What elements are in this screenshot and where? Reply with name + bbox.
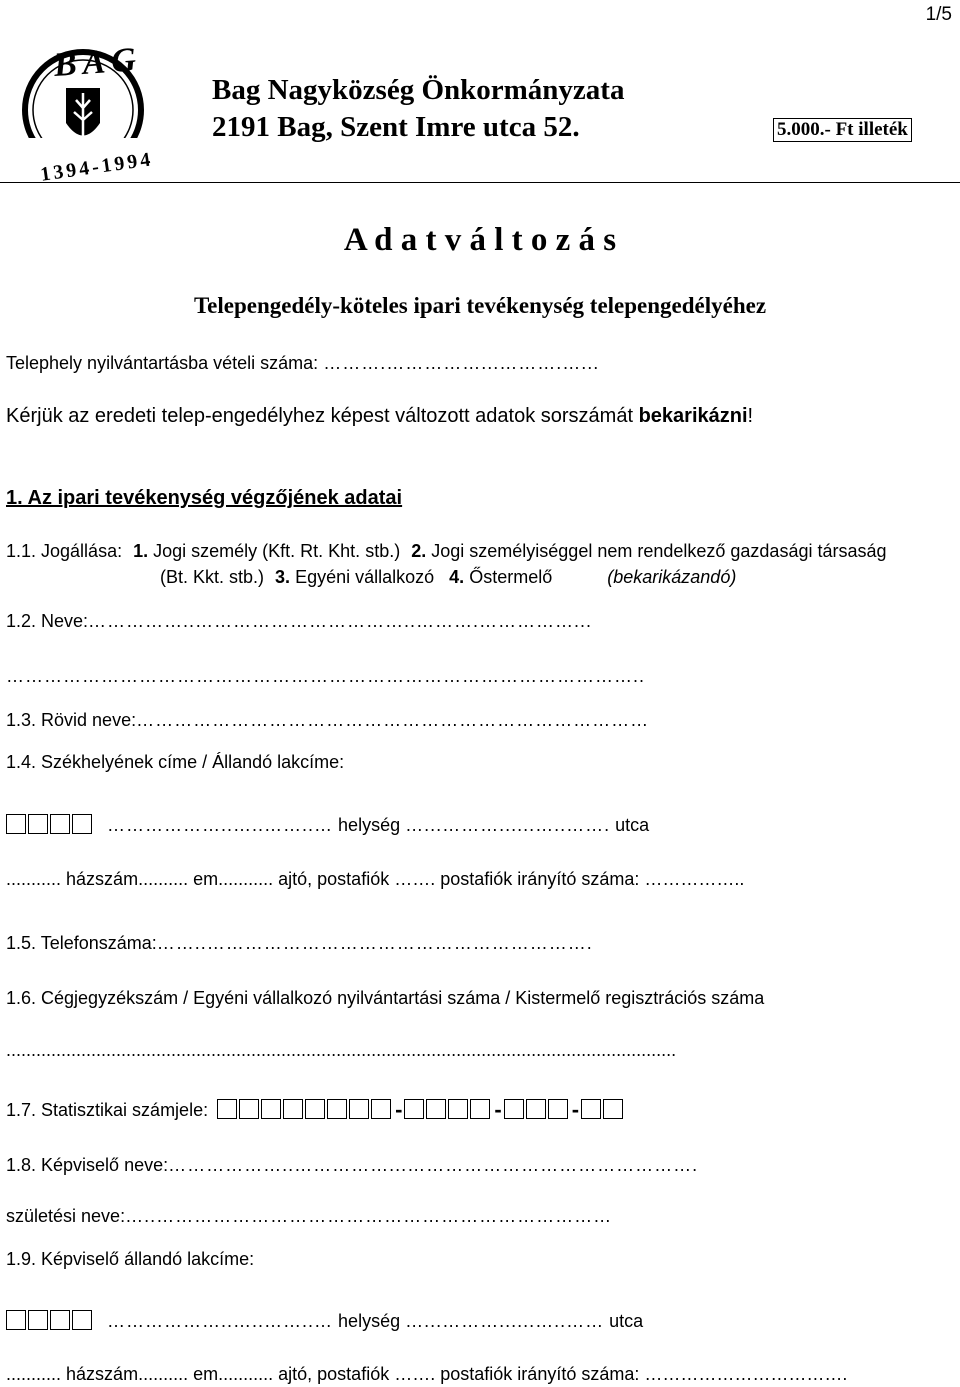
rep-address-line-2 [6,1364,847,1385]
reg-number-field[interactable]: ……….……………...……….…... [323,353,600,373]
bag-logo [18,38,168,188]
page-number: 1/5 [925,4,952,25]
rep-address-label: 1.9. Képviselő állandó lakcíme: [6,1249,255,1269]
rep-name-row [6,1155,698,1176]
rep-address-line-1 [6,1310,643,1332]
legal-form-option-3[interactable]: 3. Egyéni vállalkozó [275,567,435,587]
seat-street-label: utca [615,815,650,835]
rep-door-field[interactable]: .......... [223,1364,274,1384]
page-title: A d a t v á l t o z á s [343,222,617,258]
org-name: Bag Nagyközség Önkormányzata [212,74,625,106]
rep-pobox-field[interactable]: ……. [394,1364,436,1384]
legal-form-row-2 [160,567,736,588]
seat-pobox-zip-label: postafiók irányító száma: [440,869,640,889]
logo-word: BAG [52,40,144,85]
org-address: 2191 Bag, Szent Imre utca 52. [212,111,580,143]
seat-pobox-field[interactable]: ……. [394,869,436,889]
rep-postcode-boxes[interactable] [6,1311,94,1331]
phone-label: 1.5. Telefonszáma: [6,933,157,953]
seat-pobox-zip-field[interactable]: …………….. [644,869,745,889]
birth-name-row [6,1206,612,1227]
reg-number-label: Telephely nyilvántartásba vételi száma: [6,353,319,373]
short-name-row [6,710,649,731]
birth-name-label: születési neve: [6,1206,126,1226]
seat-housenumber-field[interactable]: ........... [6,869,62,889]
registry-field[interactable]: ...................................................................................................................................... [6,1040,677,1060]
rep-floor-field[interactable]: .......... [138,1364,189,1384]
seat-address-line-2 [6,869,744,890]
legal-form-option-4[interactable]: 4. Őstermelő [449,567,553,587]
rep-door-label: ajtó, postafiók [278,1364,390,1384]
name-label: 1.2. Neve: [6,611,89,631]
phone-row [6,933,593,954]
legal-form-option-2[interactable]: 2. Jogi személyiséggel nem rendelkező gazdasági társaság [411,541,887,561]
birth-name-field[interactable]: …..……………………………………………………………… [125,1206,613,1226]
rep-city-label: helység [338,1311,401,1331]
logo-years: 1394-1994 [38,148,155,186]
seat-address-line-1 [6,814,649,836]
seat-housenumber-label: házszám [66,869,139,889]
fee-box: 5.000.- Ft illeték [773,118,912,142]
short-name-field[interactable]: ……………………………………………………………………… [136,710,650,730]
instruction-end: ! [747,405,754,427]
name-row [6,611,592,632]
rep-name-field[interactable]: ………………..……………...………………………………………. [168,1155,699,1175]
rep-housenumber-field[interactable]: ........... [6,1364,62,1384]
stat-boxes[interactable]: - - - [217,1100,625,1120]
instruction [6,405,753,428]
seat-address-label: 1.4. Székhelyének címe / Állandó lakcíme: [6,752,345,772]
seat-street-field[interactable]: …...………......…..……. [405,815,611,835]
seat-city-label: helység [338,815,401,835]
postcode-boxes[interactable] [6,815,94,835]
name-row-2 [6,666,645,687]
legal-form-option-2-cont: (Bt. Kkt. stb.) [160,567,265,587]
seat-floor-label: em. [193,869,224,889]
name-field[interactable]: ……………..……………………………..……….……………... [88,611,593,631]
registry-label: 1.6. Cégjegyzékszám / Egyéni vállalkozó nyilvántartási száma / Kistermelő regisztrációs száma [6,988,765,1008]
seat-floor-field[interactable]: .......... [138,869,189,889]
rep-pobox-zip-field[interactable]: ……………………………. [644,1364,848,1384]
page-subtitle: Telepengedély-köteles ipari tevékenység telepengedélyéhez [193,293,767,318]
phone-field[interactable]: ……..……………………………………………………. [156,933,593,953]
section1-heading: 1. Az ipari tevékenység végzőjének adatai [6,487,403,509]
seat-door-label: ajtó, postafiók [278,869,390,889]
legal-form-label: 1.1. Jogállása: [6,541,123,561]
rep-housenumber-label: házszám [66,1364,139,1384]
instruction-bold: bekarikázni [638,405,748,427]
rep-floor-label: em. [193,1364,224,1384]
rep-city-field[interactable]: ………………..…..……..… [107,1311,334,1331]
rep-name-label: 1.8. Képviselő neve: [6,1155,169,1175]
stat-row [6,1097,625,1123]
seat-door-field[interactable]: .......... [223,869,274,889]
rep-street-field[interactable]: …...………......…..…… [405,1311,605,1331]
legal-form-option-1[interactable]: 1. Jogi személy (Kft. Rt. Kht. stb.) [133,541,401,561]
seat-city-field[interactable]: ………………..…..……..… [107,815,334,835]
legal-form-note: (bekarikázandó) [607,567,737,587]
instruction-text: Kérjük az eredeti telep-engedélyhez képest változott adatok sorszámát [6,405,639,427]
rep-street-label: utca [609,1311,644,1331]
name-field-2[interactable]: ……………………………………………………………………………………….. [6,666,646,686]
short-name-label: 1.3. Rövid neve: [6,710,137,730]
header-divider [0,182,960,183]
legal-form-row [6,541,887,562]
rep-pobox-zip-label: postafiók irányító száma: [440,1364,640,1384]
reg-number-row [6,353,599,374]
stat-label: 1.7. Statisztikai számjele: [6,1100,209,1120]
